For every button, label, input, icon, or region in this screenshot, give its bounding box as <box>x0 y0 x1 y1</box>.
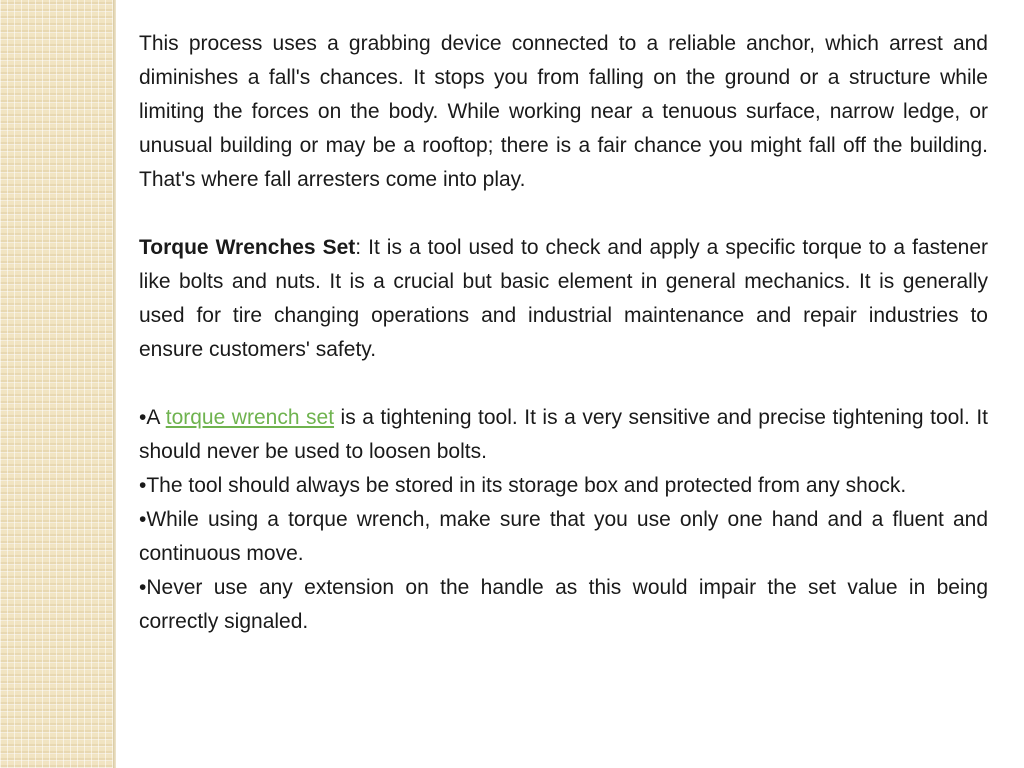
bullet-item-2: •The tool should always be stored in its storage box and protected from any shock. <box>139 474 907 497</box>
bullet-item-4: •Never use any extension on the handle as this would impair the set value in being correctly signaled. <box>139 576 988 633</box>
paragraph-spacer <box>139 367 988 401</box>
torque-body: : It is a tool used to check and apply a specific torque to a fastener like bolts and nuts. It is a crucial but basic element in general mechanics. It is generally used for tire changing operations and industrial maintenance and repair industries to ensure customers' safety. <box>139 236 988 361</box>
paragraph-spacer <box>139 197 988 231</box>
torque-heading: Torque Wrenches Set <box>139 236 356 259</box>
bullet-item-1 <box>139 401 988 469</box>
slide-content <box>139 27 988 639</box>
decorative-side-pattern <box>0 0 113 768</box>
bullet-item-3: •While using a torque wrench, make sure that you use only one hand and a fluent and continuous move. <box>139 508 988 565</box>
side-divider <box>113 0 116 768</box>
intro-paragraph: This process uses a grabbing device connected to a reliable anchor, which arrest and diminishes a fall's chances. It stops you from falling on the ground or a structure while limiting the forces on the body. While working near a tenuous surface, narrow ledge, or unusual building or may be a rooftop; there is a fair chance you might fall off the building. That's where fall arresters come into play. <box>139 32 988 191</box>
bullet-1-prefix: •A <box>139 406 166 429</box>
bullet-1-suffix: is a tightening tool. It is a very sensitive and precise tightening tool. It should never be used to loosen bolts. <box>139 406 988 463</box>
torque-paragraph <box>139 231 988 367</box>
torque-wrench-set-link[interactable]: torque wrench set <box>165 406 335 429</box>
